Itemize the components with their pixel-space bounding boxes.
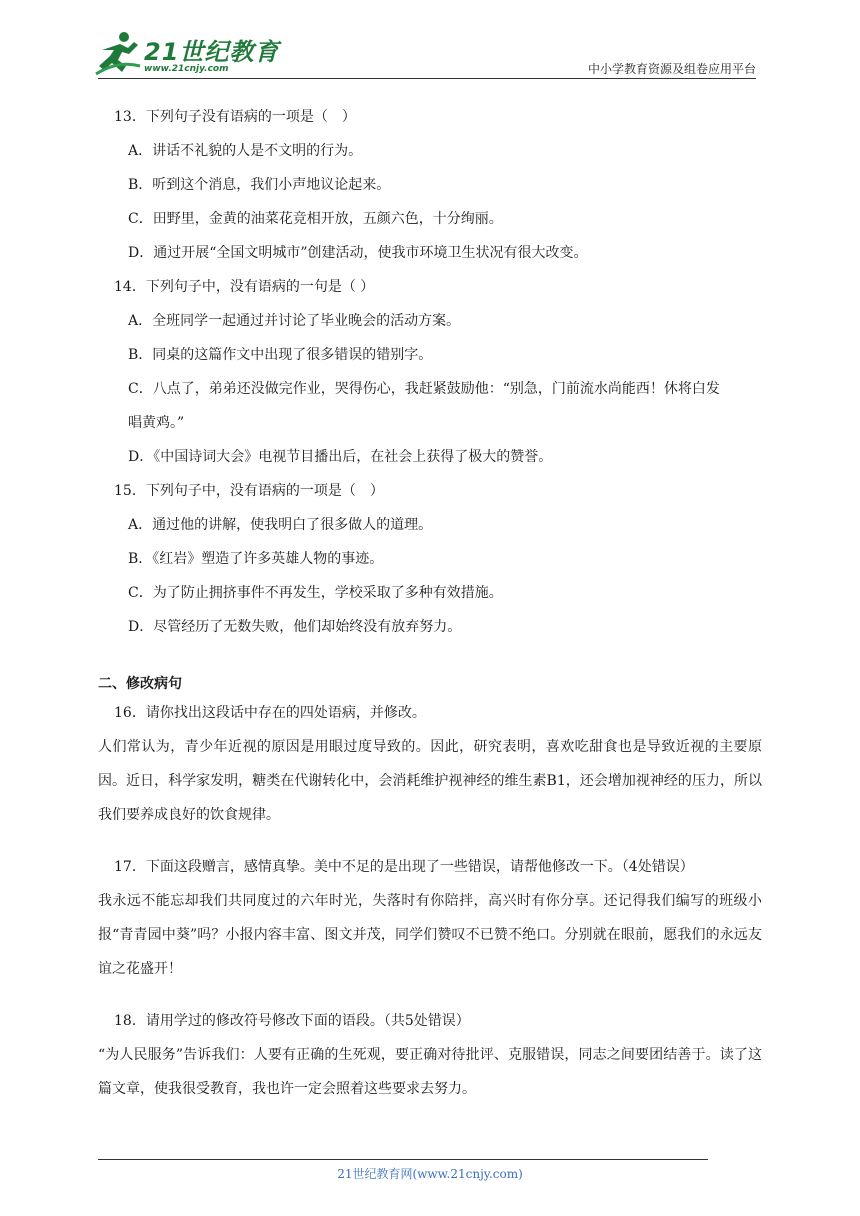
question-13-option-b: B．听到这个消息，我们小声地议论起来。 — [128, 177, 391, 193]
question-14 — [98, 270, 762, 474]
question-13 — [98, 100, 762, 270]
page-footer: 21世纪教育网(www.21cnjy.com) — [337, 1167, 523, 1181]
question-14-option-c-cont: 唱黄鸡。” — [128, 415, 185, 431]
question-14-option-b: B．同桌的这篇作文中出现了很多错误的错别字。 — [128, 347, 433, 363]
logo-url: www.21cnjy.com — [144, 64, 229, 74]
runner-logo-icon — [94, 30, 142, 76]
question-14-option-a: A．全班同学一起通过并讨论了毕业晚会的活动方案。 — [128, 313, 461, 329]
question-18-passage: “为人民服务”告诉我们：人要有正确的生死观，要正确对待批评、克服错误，同志之间要团结善于。读了这篇文章，使我很受教育，我也许一定会照着这些要求去努力。 — [98, 1047, 762, 1097]
question-18 — [98, 1004, 762, 1106]
question-16-title: 16．请你找出这段话中存在的四处语病，并修改。 — [114, 705, 426, 721]
question-16-passage: 人们常认为，青少年近视的原因是用眼过度导致的。因此，研究表明，喜欢吃甜食也是导致近视的主要原因。近日，科学家发明，糖类在代谢转化中，会消耗维护视神经的维生素B1，还会增加视神经的压力，所以我们要养成良好的饮食规律。 — [98, 739, 762, 823]
header-divider — [98, 78, 756, 79]
question-14-option-c: C．八点了，弟弟还没做完作业，哭得伤心，我赶紧鼓励他：“别急，门前流水尚能西！休将白发 — [128, 381, 720, 397]
logo-text: 21世纪教育 — [144, 38, 280, 66]
question-15-option-d: D．尽管经历了无数失败，他们却始终没有放弃努力。 — [128, 619, 462, 635]
section-title: 二、修改病句 — [98, 676, 182, 692]
platform-label: 中小学教育资源及组卷应用平台 — [587, 62, 756, 76]
question-13-title: 13．下列句子没有语病的一项是（ ） — [114, 109, 356, 125]
question-15 — [98, 474, 762, 644]
footer-divider — [98, 1159, 708, 1160]
question-18-title: 18．请用学过的修改符号修改下面的语段。（共5处错误） — [114, 1013, 470, 1029]
question-17-title: 17．下面这段赠言，感情真挚。美中不足的是出现了一些错误，请帮他修改一下。（4处错误） — [114, 859, 694, 875]
question-13-option-d: D．通过开展“全国文明城市”创建活动，使我市环境卫生状况有很大改变。 — [128, 245, 588, 261]
question-13-option-c: C．田野里，金黄的油菜花竞相开放，五颜六色，十分绚丽。 — [128, 211, 503, 227]
question-17-passage: 我永远不能忘却我们共同度过的六年时光，失落时有你陪拌，高兴时有你分享。还记得我们编写的班级小报“青青园中葵”吗？小报内容丰富、图文并茂，同学们赞叹不已赞不绝口。分别就在眼前，愿我们的永远友谊之花盛开！ — [98, 893, 762, 977]
question-16 — [98, 696, 762, 832]
question-13-option-a: A．讲话不礼貌的人是不文明的行为。 — [128, 143, 363, 159]
question-14-option-d: D．《中国诗词大会》电视节目播出后，在社会上获得了极大的赞誉。 — [128, 449, 553, 465]
site-logo — [94, 30, 280, 80]
question-17 — [98, 850, 762, 986]
document-body — [98, 100, 762, 1106]
question-15-title: 15．下列句子中，没有语病的一项是（ ） — [114, 483, 384, 499]
page-header — [0, 0, 860, 90]
question-14-title: 14．下列句子中，没有语病的一句是（ ） — [114, 279, 375, 295]
question-15-option-c: C．为了防止拥挤事件不再发生，学校采取了多种有效措施。 — [128, 585, 503, 601]
question-15-option-b: B．《红岩》塑造了许多英雄人物的事迹。 — [128, 551, 384, 567]
question-15-option-a: A．通过他的讲解，使我明白了很多做人的道理。 — [128, 517, 433, 533]
